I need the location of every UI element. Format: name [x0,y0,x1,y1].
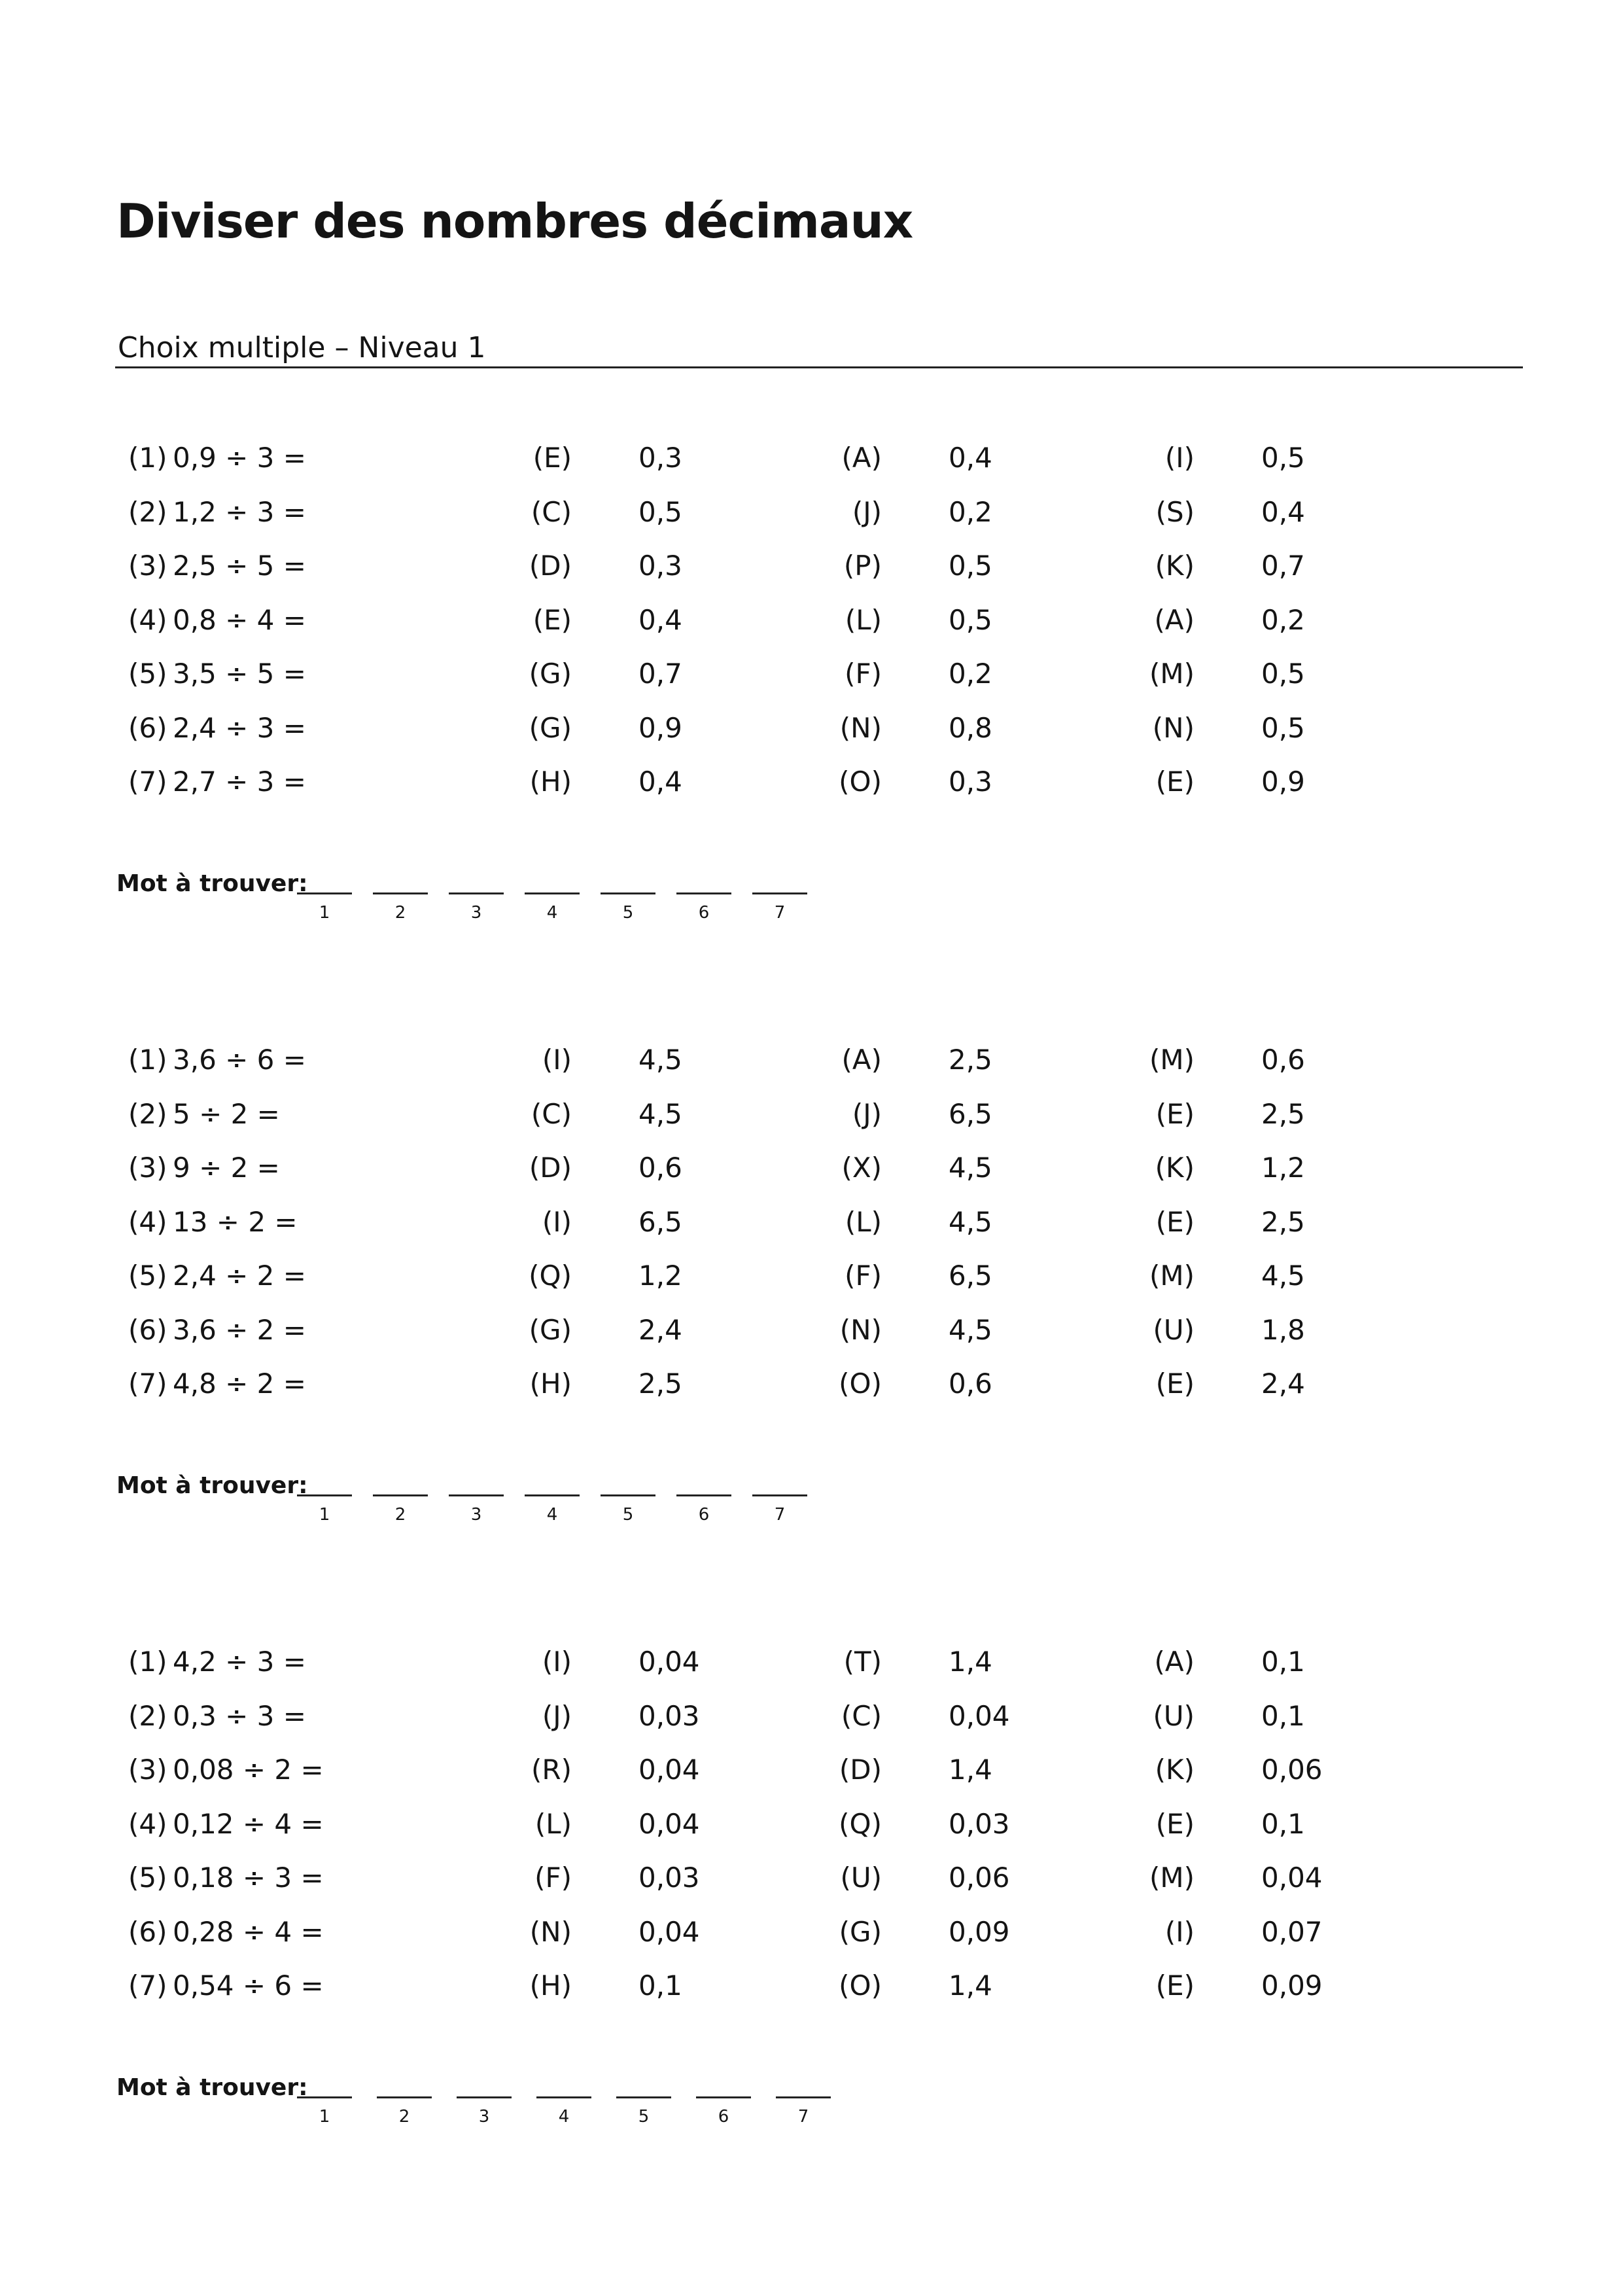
question-row [0,1750,1623,1790]
mot-a-trouver-row [116,1472,1032,1544]
blank-number: 6 [698,903,710,923]
choice-letter: (N) [839,1314,882,1346]
choice-letter: (U) [1153,1700,1195,1732]
choice-letter: (E) [1155,1206,1195,1238]
blank-number: 4 [546,903,558,923]
question-number: (1) [128,1646,167,1678]
subtitle-row [115,326,1523,368]
choice-letter: (T) [843,1646,882,1678]
choice-letter: (E) [1155,766,1195,798]
blank-number: 1 [319,903,330,923]
choice-value: 6,5 [949,1098,992,1130]
choice-letter: (F) [845,1260,882,1292]
choice-letter: (H) [529,766,572,798]
choice-letter: (L) [845,604,882,636]
choice-value: 0,06 [949,1862,1010,1894]
question-expression: 4,2 ÷ 3 = [173,1646,306,1678]
choice-value: 0,7 [638,658,682,690]
blank-number: 7 [774,903,786,923]
blank-line [297,2096,352,2098]
blank-line [373,892,428,894]
question-row [0,1095,1623,1134]
choice-letter: (M) [1149,1862,1195,1894]
question-number: (2) [128,1098,167,1130]
question-expression: 2,7 ÷ 3 = [173,766,306,798]
question-row [0,1697,1623,1736]
choice-letter: (K) [1155,1152,1195,1184]
blank-line [776,2096,831,2098]
mot-a-trouver-label: Mot à trouver: [116,870,308,897]
blank-line [373,1494,428,1496]
choice-value: 0,6 [638,1152,682,1184]
choice-value: 0,1 [1261,1700,1305,1732]
choice-letter: (E) [532,442,572,474]
choice-letter: (Q) [529,1260,572,1292]
mot-a-trouver-row [116,870,1032,942]
choice-value: 0,3 [949,766,992,798]
question-row [0,546,1623,586]
blank-line [752,892,807,894]
choice-value: 6,5 [638,1206,682,1238]
choice-letter: (F) [534,1862,572,1894]
choice-letter: (D) [529,550,572,582]
answer-blank[interactable] [525,892,580,932]
choice-value: 0,2 [1261,604,1305,636]
choice-value: 1,8 [1261,1314,1305,1346]
blank-number: 3 [478,2107,490,2127]
choice-value: 4,5 [1261,1260,1305,1292]
question-row [0,1805,1623,1844]
choice-value: 0,04 [638,1808,700,1840]
choice-value: 4,5 [638,1098,682,1130]
question-row [0,438,1623,478]
question-row [0,762,1623,802]
choice-value: 1,4 [949,1754,992,1786]
answer-blank[interactable] [616,2096,671,2136]
choice-value: 1,4 [949,1969,992,2002]
question-number: (5) [128,1260,167,1292]
choice-letter: (J) [852,496,882,528]
choice-letter: (J) [852,1098,882,1130]
answer-blank[interactable] [457,2096,512,2136]
choice-value: 0,5 [638,496,682,528]
blank-number: 1 [319,2107,330,2127]
question-expression: 9 ÷ 2 = [173,1152,280,1184]
blank-number: 1 [319,1505,330,1525]
blank-number: 5 [622,1505,634,1525]
blank-number: 7 [774,1505,786,1525]
choice-letter: (M) [1149,1260,1195,1292]
choice-letter: (I) [542,1646,572,1678]
question-number: (4) [128,1206,167,1238]
choice-letter: (A) [1154,1646,1195,1678]
choice-letter: (O) [839,1969,882,2002]
choice-value: 0,4 [949,442,992,474]
question-row [0,1966,1623,2005]
question-expression: 5 ÷ 2 = [173,1098,280,1130]
answer-blank[interactable] [373,892,428,932]
question-expression: 2,4 ÷ 3 = [173,712,306,744]
choice-value: 2,5 [638,1368,682,1400]
blank-line [525,892,580,894]
blank-line [377,2096,432,2098]
answer-blank[interactable] [676,892,731,932]
choice-letter: (G) [529,1314,572,1346]
choice-value: 0,07 [1261,1916,1323,1948]
choice-letter: (U) [1153,1314,1195,1346]
blank-line [601,1494,655,1496]
question-row [0,601,1623,640]
question-number: (2) [128,496,167,528]
choice-value: 0,04 [1261,1862,1323,1894]
question-row [0,1642,1623,1682]
blank-line [676,1494,731,1496]
choice-value: 4,5 [949,1206,992,1238]
choice-letter: (I) [542,1044,572,1076]
blank-number: 6 [718,2107,729,2127]
question-row [0,1858,1623,1898]
choice-letter: (O) [839,1368,882,1400]
answer-blank[interactable] [601,892,655,932]
blank-number: 7 [797,2107,809,2127]
choice-letter: (L) [845,1206,882,1238]
blank-line [676,892,731,894]
question-expression: 2,4 ÷ 2 = [173,1260,306,1292]
choice-letter: (K) [1155,550,1195,582]
choice-value: 0,5 [1261,712,1305,744]
choice-value: 0,4 [638,766,682,798]
answer-blank[interactable] [373,1494,428,1534]
answer-blank[interactable] [449,892,504,932]
question-expression: 0,9 ÷ 3 = [173,442,306,474]
question-expression: 13 ÷ 2 = [173,1206,298,1238]
blank-line [297,892,352,894]
question-expression: 0,08 ÷ 2 = [173,1754,324,1786]
choice-value: 0,5 [1261,658,1305,690]
question-expression: 0,54 ÷ 6 = [173,1969,324,2002]
question-expression: 2,5 ÷ 5 = [173,550,306,582]
choice-letter: (O) [839,766,882,798]
question-row [0,493,1623,532]
choice-value: 0,09 [1261,1969,1323,2002]
question-number: (7) [128,1368,167,1400]
choice-value: 4,5 [949,1152,992,1184]
blank-number: 2 [394,1505,406,1525]
answer-blank[interactable] [676,1494,731,1534]
question-number: (5) [128,658,167,690]
question-expression: 0,8 ÷ 4 = [173,604,306,636]
blank-line [616,2096,671,2098]
choice-value: 0,5 [949,550,992,582]
question-row [0,1203,1623,1242]
choice-letter: (N) [1152,712,1195,744]
subtitle: Choix multiple – Niveau 1 [118,331,486,364]
page-title: Diviser des nombres décimaux [116,194,913,249]
question-expression: 3,5 ÷ 5 = [173,658,306,690]
exercise-section [0,1642,1623,2166]
question-number: (6) [128,712,167,744]
choice-value: 2,5 [1261,1098,1305,1130]
question-expression: 0,12 ÷ 4 = [173,1808,324,1840]
answer-blank[interactable] [297,892,352,932]
choice-letter: (G) [839,1916,882,1948]
choice-letter: (K) [1155,1754,1195,1786]
question-expression: 3,6 ÷ 6 = [173,1044,306,1076]
choice-letter: (H) [529,1969,572,2002]
choice-value: 2,5 [1261,1206,1305,1238]
exercise-section [0,438,1623,962]
blank-number: 2 [398,2107,410,2127]
choice-value: 0,1 [1261,1808,1305,1840]
question-expression: 3,6 ÷ 2 = [173,1314,306,1346]
choice-value: 0,04 [638,1916,700,1948]
choice-letter: (E) [532,604,572,636]
choice-value: 0,4 [638,604,682,636]
choice-letter: (N) [529,1916,572,1948]
choice-letter: (I) [542,1206,572,1238]
choice-letter: (D) [529,1152,572,1184]
question-expression: 0,3 ÷ 3 = [173,1700,306,1732]
blank-number: 3 [470,1505,482,1525]
blank-line [297,1494,352,1496]
choice-value: 0,2 [949,658,992,690]
choice-value: 0,5 [1261,442,1305,474]
question-number: (7) [128,766,167,798]
choice-letter: (J) [542,1700,572,1732]
answer-blank[interactable] [525,1494,580,1534]
choice-value: 2,5 [949,1044,992,1076]
answer-blank[interactable] [297,2096,352,2136]
choice-value: 6,5 [949,1260,992,1292]
blank-line [525,1494,580,1496]
question-expression: 0,28 ÷ 4 = [173,1916,324,1948]
answer-blank[interactable] [776,2096,831,2136]
blank-number: 2 [394,903,406,923]
question-number: (4) [128,1808,167,1840]
question-number: (3) [128,1152,167,1184]
choice-letter: (I) [1164,1916,1195,1948]
question-row [0,654,1623,694]
question-number: (3) [128,550,167,582]
blank-number: 4 [558,2107,570,2127]
question-number: (2) [128,1700,167,1732]
choice-value: 4,5 [638,1044,682,1076]
question-row [0,1913,1623,1952]
choice-value: 0,04 [638,1646,700,1678]
blank-line [536,2096,591,2098]
choice-value: 1,2 [638,1260,682,1292]
answer-blank[interactable] [377,2096,432,2136]
blank-line [457,2096,512,2098]
choice-letter: (M) [1149,658,1195,690]
question-row [0,1040,1623,1080]
choice-value: 1,2 [1261,1152,1305,1184]
question-number: (3) [128,1754,167,1786]
choice-letter: (C) [531,1098,572,1130]
choice-letter: (X) [841,1152,882,1184]
answer-blank[interactable] [297,1494,352,1534]
choice-letter: (U) [840,1862,882,1894]
choice-letter: (S) [1155,496,1195,528]
choice-letter: (I) [1164,442,1195,474]
mot-a-trouver-label: Mot à trouver: [116,1472,308,1499]
choice-value: 0,8 [949,712,992,744]
choice-letter: (N) [839,712,882,744]
choice-value: 2,4 [638,1314,682,1346]
choice-value: 0,06 [1261,1754,1323,1786]
question-expression: 1,2 ÷ 3 = [173,496,306,528]
choice-letter: (D) [839,1754,882,1786]
choice-value: 0,7 [1261,550,1305,582]
choice-value: 0,04 [949,1700,1010,1732]
question-expression: 0,18 ÷ 3 = [173,1862,324,1894]
choice-value: 2,4 [1261,1368,1305,1400]
choice-letter: (E) [1155,1098,1195,1130]
blank-line [696,2096,751,2098]
choice-letter: (A) [1154,604,1195,636]
question-number: (5) [128,1862,167,1894]
choice-letter: (L) [534,1808,572,1840]
blank-line [449,892,504,894]
answer-blank[interactable] [752,892,807,932]
choice-value: 0,3 [638,442,682,474]
choice-letter: (G) [529,658,572,690]
choice-value: 0,5 [949,604,992,636]
blank-number: 5 [638,2107,650,2127]
answer-blank[interactable] [696,2096,751,2136]
choice-value: 0,1 [1261,1646,1305,1678]
choice-letter: (M) [1149,1044,1195,1076]
question-number: (6) [128,1314,167,1346]
question-expression: 4,8 ÷ 2 = [173,1368,306,1400]
question-row [0,709,1623,748]
choice-letter: (R) [531,1754,572,1786]
choice-value: 4,5 [949,1314,992,1346]
blank-number: 3 [470,903,482,923]
choice-letter: (E) [1155,1808,1195,1840]
choice-value: 0,03 [949,1808,1010,1840]
question-row [0,1148,1623,1188]
answer-blank[interactable] [752,1494,807,1534]
choice-letter: (Q) [839,1808,882,1840]
answer-blank[interactable] [449,1494,504,1534]
choice-value: 0,9 [638,712,682,744]
question-number: (1) [128,442,167,474]
mot-a-trouver-label: Mot à trouver: [116,2074,308,2101]
blank-line [752,1494,807,1496]
choice-letter: (G) [529,712,572,744]
choice-letter: (A) [841,1044,882,1076]
choice-value: 0,6 [949,1368,992,1400]
choice-value: 0,09 [949,1916,1010,1948]
choice-value: 0,9 [1261,766,1305,798]
mot-a-trouver-row [116,2074,1032,2146]
blank-line [601,892,655,894]
blank-line [449,1494,504,1496]
choice-value: 0,03 [638,1862,700,1894]
question-number: (6) [128,1916,167,1948]
choice-letter: (P) [843,550,882,582]
choice-value: 0,2 [949,496,992,528]
blank-number: 6 [698,1505,710,1525]
choice-value: 0,6 [1261,1044,1305,1076]
question-row [0,1256,1623,1296]
choice-value: 1,4 [949,1646,992,1678]
choice-letter: (E) [1155,1368,1195,1400]
answer-blank[interactable] [536,2096,591,2136]
choice-value: 0,3 [638,550,682,582]
question-number: (1) [128,1044,167,1076]
choice-letter: (F) [845,658,882,690]
question-number: (7) [128,1969,167,2002]
choice-letter: (H) [529,1368,572,1400]
choice-value: 0,03 [638,1700,700,1732]
question-row [0,1364,1623,1404]
choice-value: 0,1 [638,1969,682,2002]
question-row [0,1311,1623,1350]
question-number: (4) [128,604,167,636]
blank-number: 4 [546,1505,558,1525]
choice-letter: (A) [841,442,882,474]
choice-value: 0,04 [638,1754,700,1786]
choice-letter: (C) [531,496,572,528]
blank-number: 5 [622,903,634,923]
choice-letter: (C) [841,1700,882,1732]
exercise-section [0,1040,1623,1564]
choice-value: 0,4 [1261,496,1305,528]
choice-letter: (E) [1155,1969,1195,2002]
answer-blank[interactable] [601,1494,655,1534]
